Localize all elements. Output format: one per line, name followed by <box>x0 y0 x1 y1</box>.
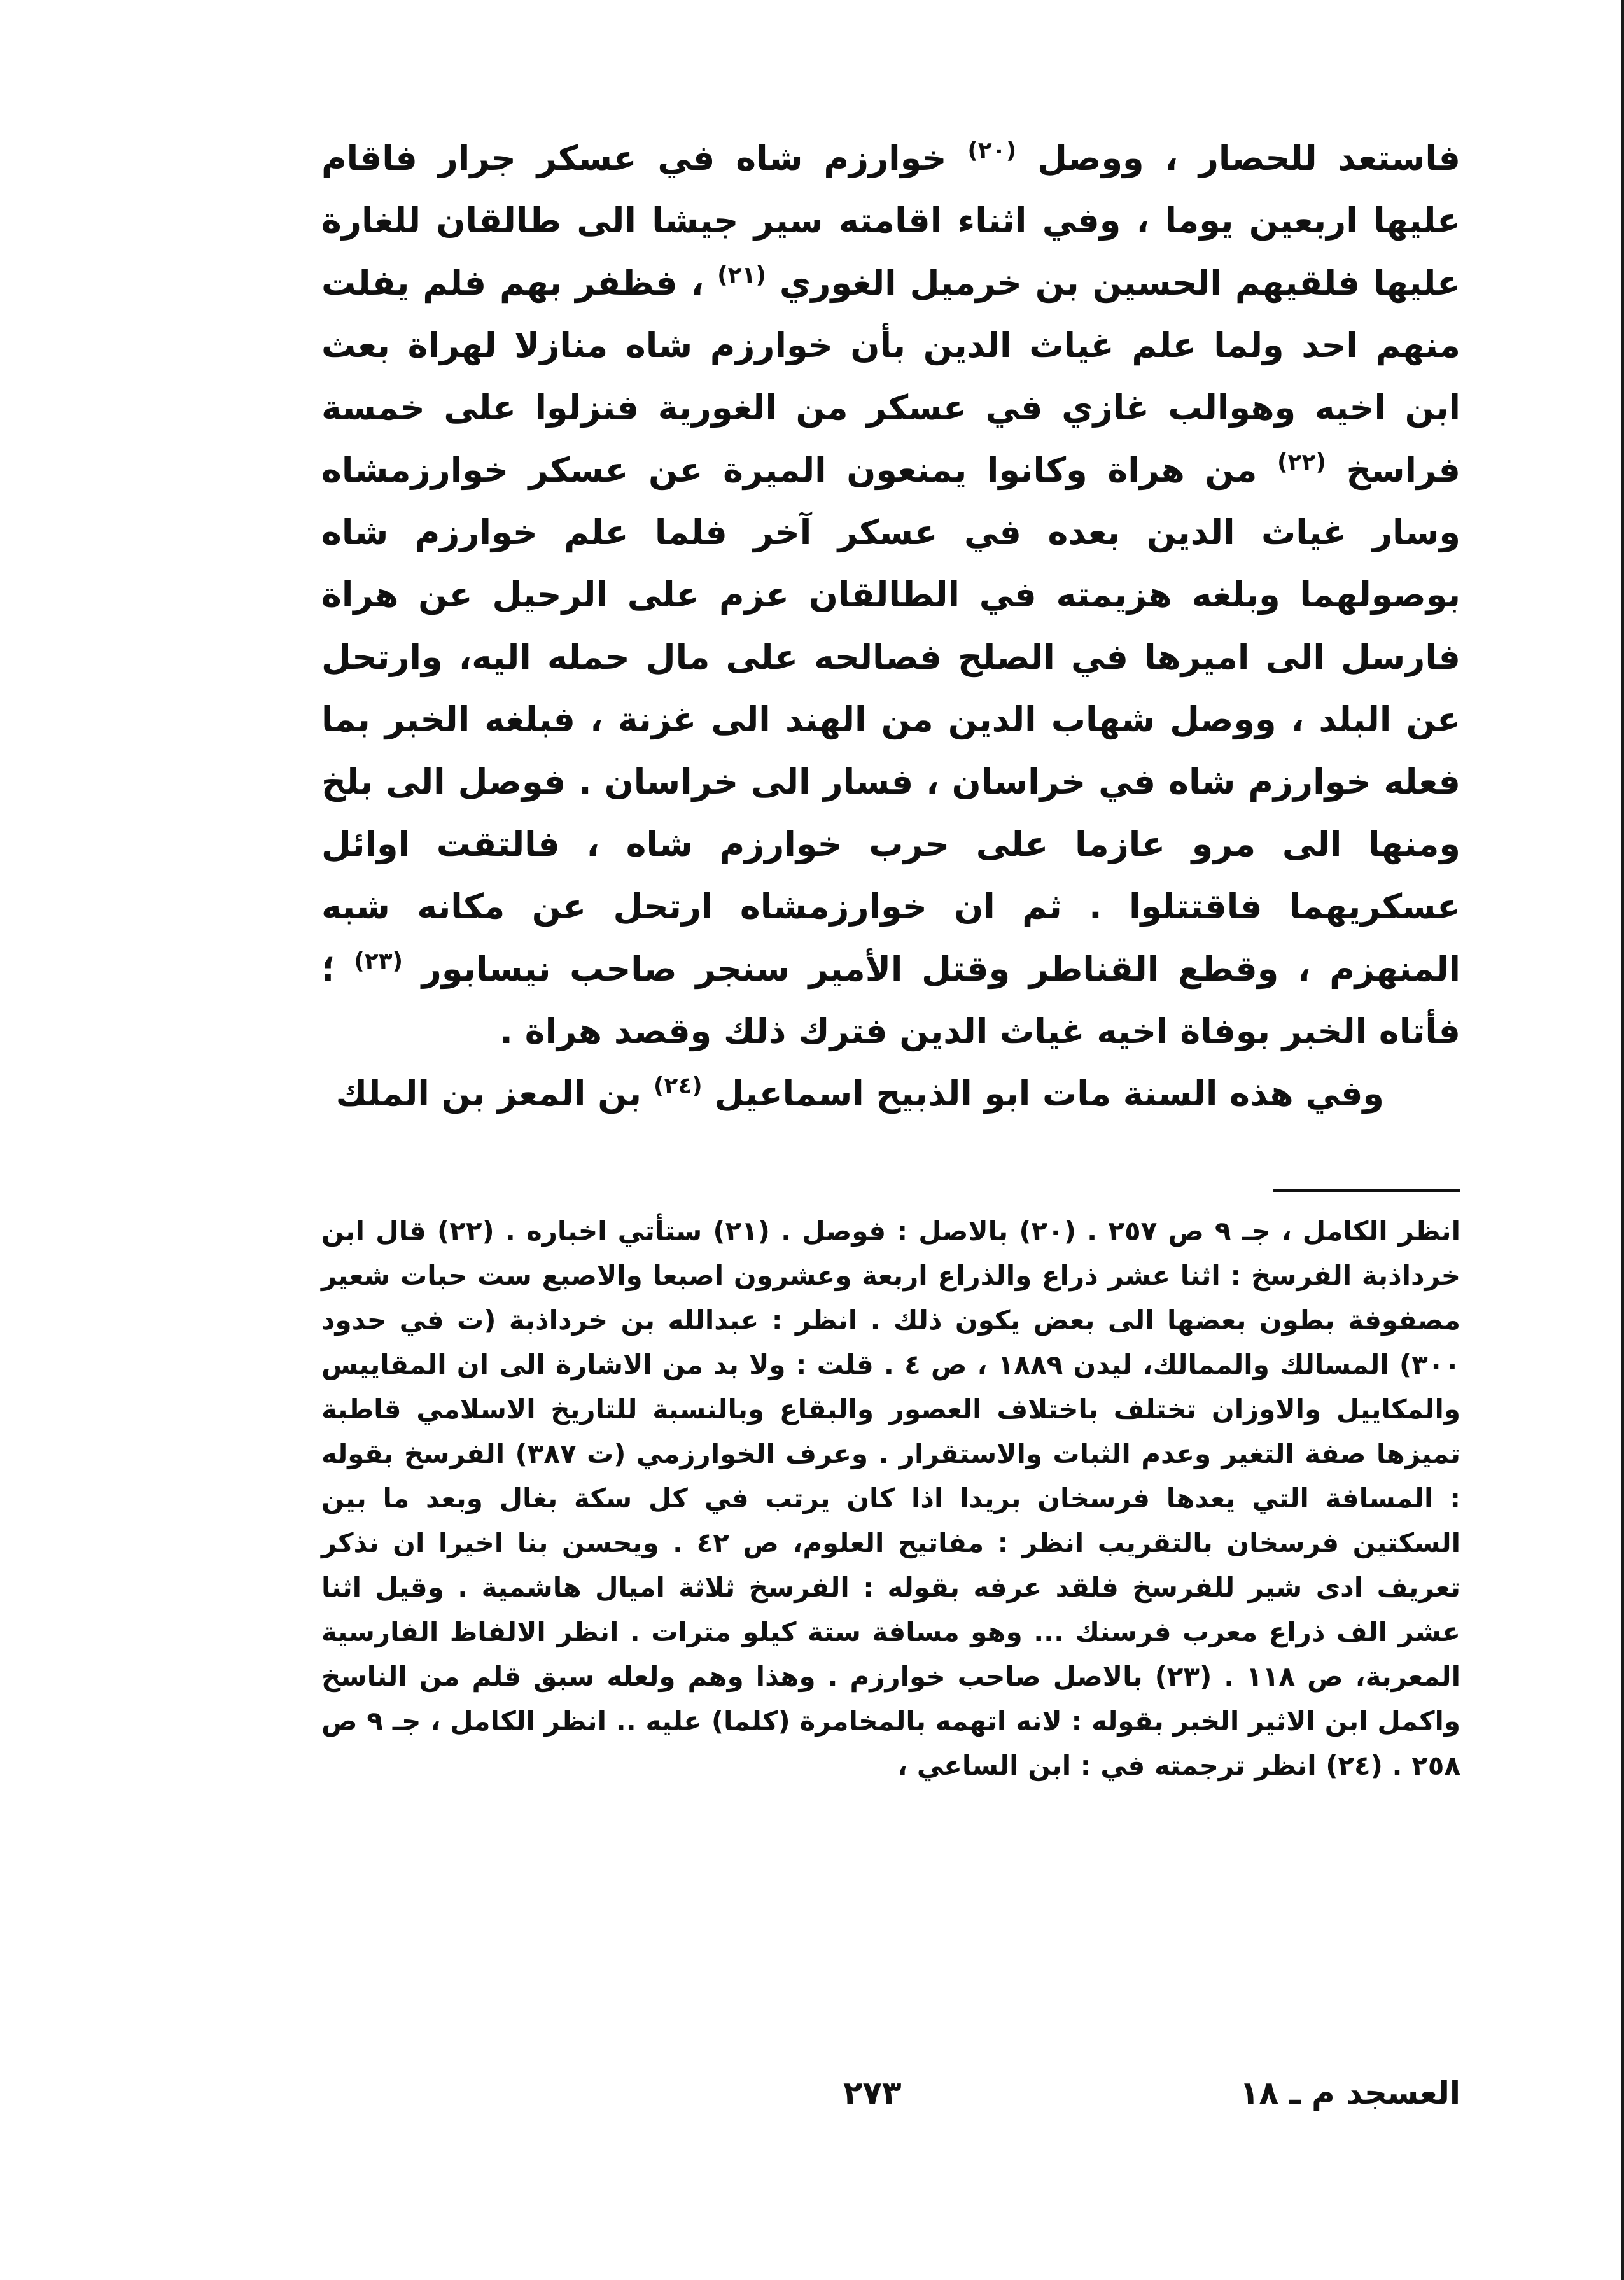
footnote-ref: (٢٢) <box>1277 449 1326 475</box>
footnote-ref: (٢٠) <box>967 137 1017 164</box>
text-run: من هراة وكانوا يمنعون الميرة عن عسكر خوارزمشاه وسار غياث الدين بعده في عسكر آخر فلما علم خوارزم شاه بوصولهما وبلغه هزيمته في الطالقان عزم على الرحيل عن هراة فارسل الى اميرها في الصلح فصالحه على مال حمله اليه، وارتحل عن البلد ، ووصل شهاب الدين من الهند الى غزنة ، فبلغه الخبر بما فعله خوارزم شاه في خراسان ، فسار الى خراسان . فوصل الى بلخ ومنها الى مرو عازما على حرب خوارزم شاه ، فالتقت اوائل عسكريهما فاقتتلوا . ثم ان خوارزمشاه ارتحل عن مكانه شبه المنهزم ، وقطع القناطر وقتل الأمير سنجر صاحب نيسابور <box>321 450 1461 989</box>
text-run: ؛ فأتاه الخبر بوفاة اخيه غياث الدين فترك ذلك وقصد هراة . <box>321 949 1460 1051</box>
printer-signature: العسجد م ـ ١٨ <box>1240 2074 1460 2111</box>
footnotes: انظر الكامل ، جـ ٩ ص ٢٥٧ . (٢٠) بالاصل : فوصل . (٢١) ستأتي اخباره . (٢٢) قال ابن خرداذبة الفرسخ : اثنا عشر ذراع والذراع اربعة وعشرون اصبعا والاصبع ست حبات شعير مصفوفة بطون بعضها الى بعض يكون ذلك . انظر : عبدالله بن خرداذبة (ت في حدود ٣٠٠) المسالك والممالك، ليدن ١٨٨٩ ، ص ٤ . قلت : ولا بد من الاشارة الى ان المقاييس والمكاييل والاوزان تختلف باختلاف العصور والبقاع وبالنسبة للتاريخ الاسلامي قاطبة تميزها صفة التغير وعدم الثبات والاستقرار . وعرف الخوارزمي (ت ٣٨٧) الفرسخ بقوله : المسافة التي يعدها فرسخان بريدا اذا كان يرتب في كل سكة بغال وبعد ما بين السكتين فرسخان بالتقريب انظر : مفاتيح العلوم، ص ٤٢ . ويحسن بنا اخيرا ان نذكر تعريف ادى شير للفرسخ فلقد عرفه بقوله : الفرسخ ثلاثة اميال هاشمية . وقيل اثنا عشر الف ذراع معرب فرسنك ... وهو مسافة ستة كيلو مترات . انظر الالفاظ الفارسية المعربة، ص ١١٨ . (٢٣) بالاصل صاحب خوارزم . وهذا وهم ولعله سبق قلم من الناسخ واكمل ابن الاثير الخبر بقوله : لانه اتهمه بالمخامرة (كلما) عليه .. انظر الكامل ، جـ ٩ ص ٢٥٨ . (٢٤) انظر ترجمته في : ابن الساعي ، <box>321 1215 1461 1781</box>
footnote-ref: (٢٣) <box>354 948 403 974</box>
footnote-separator <box>1273 1189 1460 1192</box>
page-edge <box>1621 0 1624 2280</box>
page-footer <box>321 2074 1460 2125</box>
footnote-ref: (٢٤) <box>653 1073 703 1099</box>
text-run: ، فظفر بهم فلم يفلت منهم احد ولما علم غياث الدين بأن خوارزم شاه منازلا لهراة بعث ابن اخيه وهوالب غازي في عسكر من الغورية فنزلوا على خمسة فراسخ <box>321 263 1461 490</box>
text-run: بن المعز بن الملك <box>335 1074 654 1114</box>
page-number: ٢٧٣ <box>843 2074 902 2111</box>
footnote-ref: (٢١) <box>717 262 766 288</box>
paragraph <box>321 1063 1460 1125</box>
text-run: فاستعد للحصار ، ووصل <box>1016 138 1460 178</box>
main-text <box>321 127 1460 1125</box>
text-run: وفي هذه السنة مات ابو الذبيح اسماعيل <box>702 1074 1384 1114</box>
text-run: خوارزم شاه في عسكر جرار فاقام عليها اربعين يوما ، وفي اثناء اقامته سير جيشا الى طالقان للغارة عليها فلقيهم الحسين بن خرميل الغوري <box>321 138 1460 303</box>
paragraph <box>321 127 1460 1063</box>
